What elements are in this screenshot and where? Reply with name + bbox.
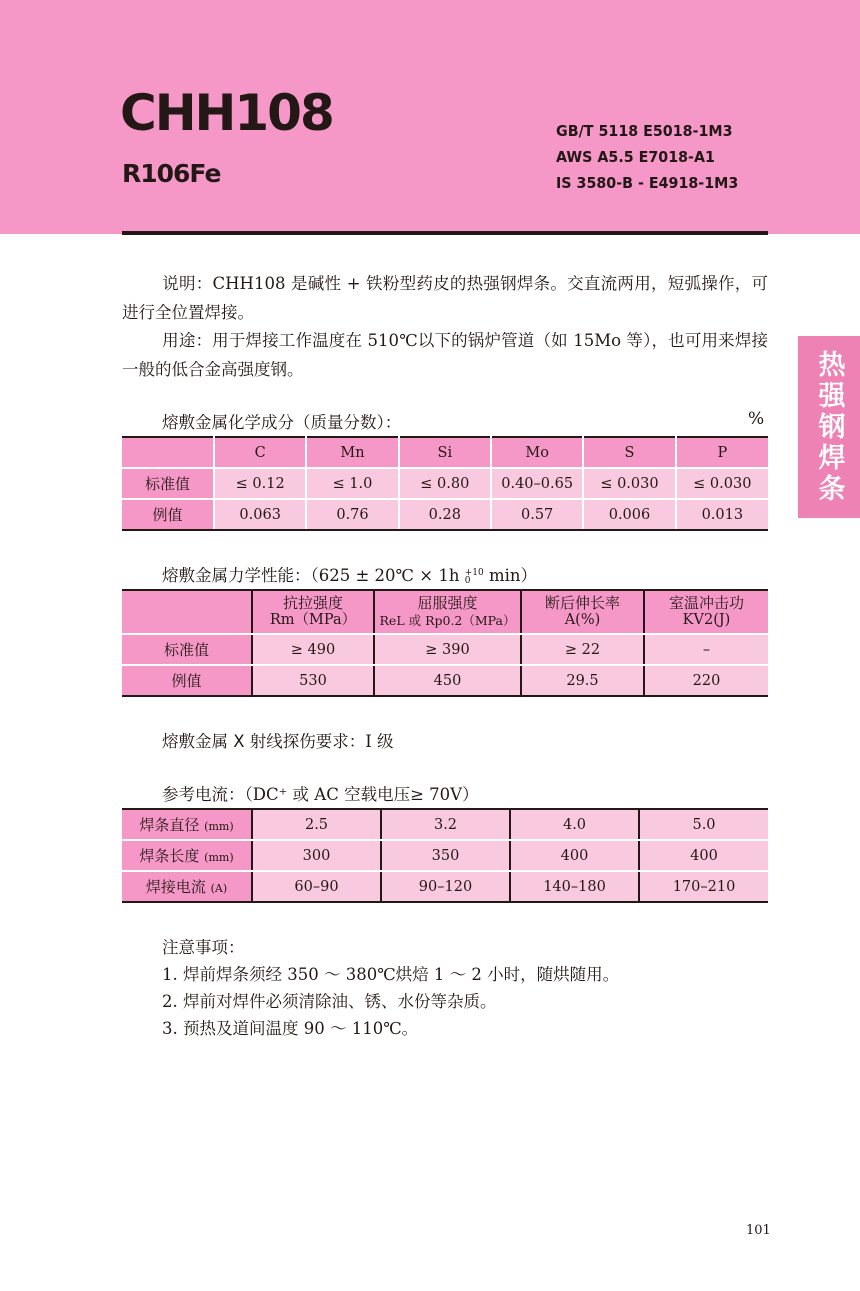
cell: ≥ 390 — [374, 634, 521, 665]
header-unit: KV2(J) — [682, 612, 731, 628]
xray-requirement — [162, 728, 394, 752]
cell: ≥ 22 — [521, 634, 644, 665]
category-label: 热强钢焊条 — [813, 349, 845, 505]
cell: ≤ 1.0 — [306, 468, 398, 499]
row-label: 例值 — [122, 499, 214, 530]
cell: 140–180 — [510, 871, 639, 902]
cell: 0.063 — [214, 499, 306, 530]
row-label-unit: (mm) — [204, 820, 234, 833]
cell: 29.5 — [521, 665, 644, 696]
row-label — [122, 840, 252, 871]
cell: 170–210 — [639, 871, 768, 902]
cell: 2.5 — [252, 809, 381, 840]
row-label: 标准值 — [122, 468, 214, 499]
description-label: 说明： — [162, 274, 213, 293]
table-row — [122, 665, 768, 696]
xray-value: I 级 — [365, 732, 394, 751]
cell: 400 — [639, 840, 768, 871]
header-cn: 室温冲击功 — [668, 594, 744, 612]
cell: 350 — [381, 840, 510, 871]
mech-condition-main: （625 ± 20℃ × 1h — [310, 566, 465, 585]
current-condition: （DC⁺ 或 AC 空载电压≥ 70V） — [244, 785, 479, 804]
description-paragraph — [122, 269, 768, 327]
cell: 4.0 — [510, 809, 639, 840]
mech-condition — [311, 566, 538, 585]
table-row — [122, 499, 768, 530]
chem-table — [122, 436, 768, 531]
current-table — [122, 808, 768, 903]
mech-header-tensile — [252, 590, 374, 634]
page-number: 101 — [746, 1223, 771, 1238]
row-label: 标准值 — [122, 634, 252, 665]
mech-title: 熔敷金属力学性能： — [162, 566, 311, 585]
standard-aws: AWS A5.5 E7018-A1 — [556, 148, 715, 166]
mech-condition-tail: min） — [483, 566, 537, 585]
cell: 0.40–0.65 — [491, 468, 583, 499]
product-subtitle: R106Fe — [122, 159, 221, 188]
mech-header-blank — [122, 590, 252, 634]
header-unit: ReL 或 Rp0.2（MPa） — [379, 613, 516, 628]
table-row — [122, 634, 768, 665]
row-label — [122, 871, 252, 902]
cell: – — [644, 634, 768, 665]
mech-section-title — [162, 562, 537, 586]
header-unit: Rm（MPa） — [269, 612, 357, 628]
category-side-tab — [798, 336, 860, 518]
chem-header-si: Si — [399, 437, 491, 468]
header-cn: 断后伸长率 — [544, 594, 620, 612]
chem-header-row — [122, 437, 768, 468]
mech-header-row — [122, 590, 768, 634]
usage-text: 用于焊接工作温度在 510℃以下的锅炉管道（如 15Mo 等），也可用来焊接一般的低合金高强度钢。 — [122, 331, 768, 379]
cell: 3.2 — [381, 809, 510, 840]
cell: ≥ 490 — [252, 634, 374, 665]
chem-header-mo: Mo — [491, 437, 583, 468]
cell: 400 — [510, 840, 639, 871]
header-band — [0, 0, 860, 234]
header-unit: A(%) — [564, 612, 601, 628]
cell: 0.28 — [399, 499, 491, 530]
cell: 0.006 — [583, 499, 675, 530]
cell: 300 — [252, 840, 381, 871]
table-row — [122, 468, 768, 499]
cell: 60–90 — [252, 871, 381, 902]
cell: ≤ 0.030 — [583, 468, 675, 499]
chem-section-title: 熔敷金属化学成分（质量分数）： — [162, 413, 402, 432]
cell: 0.013 — [676, 499, 768, 530]
row-label-text: 焊接电流 — [145, 878, 206, 896]
chem-header-c: C — [214, 437, 306, 468]
table-row — [122, 809, 768, 840]
table-row — [122, 871, 768, 902]
chem-header-p: P — [676, 437, 768, 468]
cell: ≤ 0.12 — [214, 468, 306, 499]
cell: ≤ 0.80 — [399, 468, 491, 499]
cell: 0.76 — [306, 499, 398, 530]
cell: 90–120 — [381, 871, 510, 902]
header-rule — [122, 231, 768, 235]
xray-label: 熔敷金属 X 射线探伤要求： — [162, 732, 366, 751]
mech-header-impact — [644, 590, 768, 634]
note-item: 3. 预热及道间温度 90 ～ 110℃。 — [162, 1019, 419, 1038]
current-section-title — [162, 781, 479, 805]
chem-header-blank — [122, 437, 214, 468]
chem-header-s: S — [583, 437, 675, 468]
description-text: CHH108 是碱性 + 铁粉型药皮的热强钢焊条。交直流两用，短弧操作，可进行全位置焊接。 — [122, 274, 769, 322]
product-title: CHH108 — [120, 84, 333, 142]
row-label-unit: (mm) — [204, 851, 234, 864]
mech-table — [122, 589, 768, 697]
mech-condition-sup: +10 — [464, 567, 484, 578]
table-row — [122, 840, 768, 871]
cell: 220 — [644, 665, 768, 696]
chem-unit: % — [748, 409, 765, 429]
mech-header-yield — [374, 590, 521, 634]
row-label-text: 焊条直径 — [139, 816, 200, 834]
row-label-text: 焊条长度 — [139, 847, 200, 865]
cell: ≤ 0.030 — [676, 468, 768, 499]
notes-title: 注意事项： — [162, 938, 245, 957]
header-cn: 屈服强度 — [417, 594, 478, 612]
standard-is: IS 3580-B - E4918-1M3 — [556, 174, 739, 192]
row-label: 例值 — [122, 665, 252, 696]
chem-header-mn: Mn — [306, 437, 398, 468]
row-label-unit: (A) — [210, 882, 228, 895]
mech-header-elongation — [521, 590, 644, 634]
current-title: 参考电流： — [162, 785, 245, 804]
usage-label: 用途： — [162, 331, 213, 350]
note-item: 2. 焊前对焊件必须清除油、锈、水份等杂质。 — [162, 992, 497, 1011]
header-cn: 抗拉强度 — [282, 594, 343, 612]
mech-condition-sub: 0 — [464, 575, 471, 586]
note-item: 1. 焊前焊条须经 350 ～ 380℃烘焙 1 ～ 2 小时，随烘随用。 — [162, 965, 620, 984]
standards-list — [556, 118, 738, 196]
cell: 5.0 — [639, 809, 768, 840]
cell: 0.57 — [491, 499, 583, 530]
standard-gb: GB/T 5118 E5018-1M3 — [556, 122, 733, 140]
row-label — [122, 809, 252, 840]
cell: 450 — [374, 665, 521, 696]
cell: 530 — [252, 665, 374, 696]
usage-paragraph — [122, 326, 768, 384]
notes-section — [162, 934, 619, 1042]
